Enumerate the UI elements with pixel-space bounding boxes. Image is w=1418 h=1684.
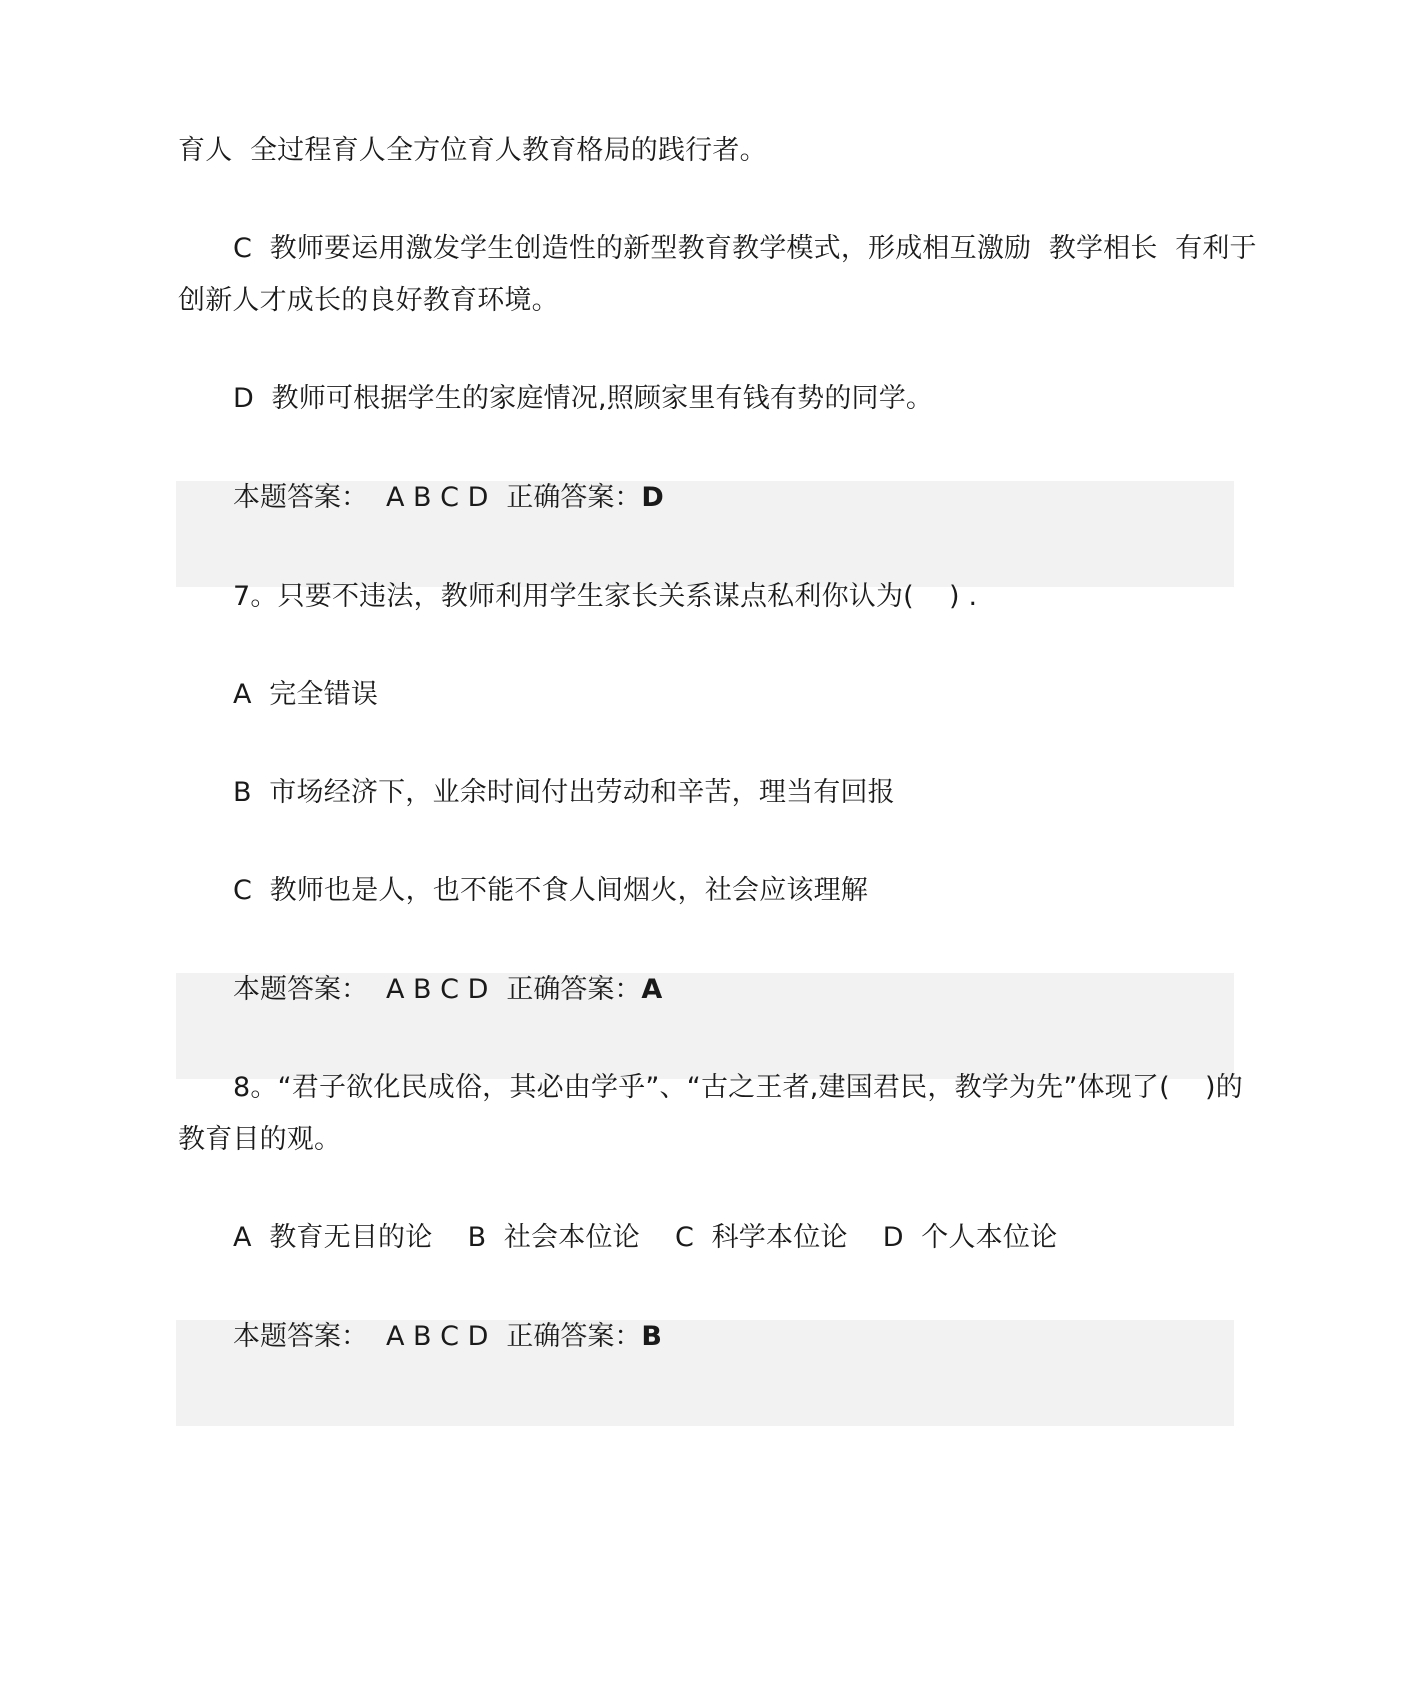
question-7-option-b: B 市场经济下，业余时间付出劳动和辛苦，理当有回报 [233, 777, 895, 808]
correct-answer-value: D [641, 482, 664, 513]
correct-answer-label: 正确答案： [506, 974, 642, 1005]
question-8-continuation: 教育目的观。 [178, 1124, 342, 1155]
correct-answer-value: B [641, 1321, 662, 1352]
answer-label: 本题答案： [233, 974, 368, 1005]
answer-options: A B C D [386, 1321, 489, 1352]
question-7-option-a: A 完全错误 [233, 679, 379, 710]
correct-answer-label: 正确答案： [506, 482, 642, 513]
answer-line [233, 481, 664, 515]
answer-options: A B C D [386, 974, 489, 1005]
answer-line [233, 973, 662, 1007]
answer-options: A B C D [386, 482, 489, 513]
correct-answer-value: A [641, 974, 663, 1005]
answer-label: 本题答案： [233, 1321, 368, 1352]
question-8: 8。“君子欲化民成俗，其必由学乎”、“古之王者,建国君民，教学为先”体现了( )的 [233, 1072, 1243, 1103]
question-8-options: A 教育无目的论 B 社会本位论 C 科学本位论 D 个人本位论 [233, 1222, 1058, 1253]
option-c-continuation: 创新人才成长的良好教育环境。 [178, 285, 559, 316]
option-b-continuation: 育人 全过程育人全方位育人教育格局的践行者。 [178, 135, 767, 166]
question-7-option-c: C 教师也是人，也不能不食人间烟火，社会应该理解 [233, 875, 869, 906]
question-7: 7。只要不违法，教师利用学生家长关系谋点私利你认为( ) . [233, 581, 978, 612]
answer-box-q8 [176, 1320, 1234, 1426]
option-d-text: D 教师可根据学生的家庭情况,照顾家里有钱有势的同学。 [233, 383, 934, 414]
answer-label: 本题答案： [233, 482, 368, 513]
option-c-text: C 教师要运用激发学生创造性的新型教育教学模式，形成相互激励 教学相长 有利于 [233, 233, 1257, 264]
answer-box-q7 [176, 973, 1234, 1079]
answer-box-q6 [176, 481, 1234, 587]
correct-answer-label: 正确答案： [506, 1321, 642, 1352]
answer-line [233, 1320, 662, 1354]
